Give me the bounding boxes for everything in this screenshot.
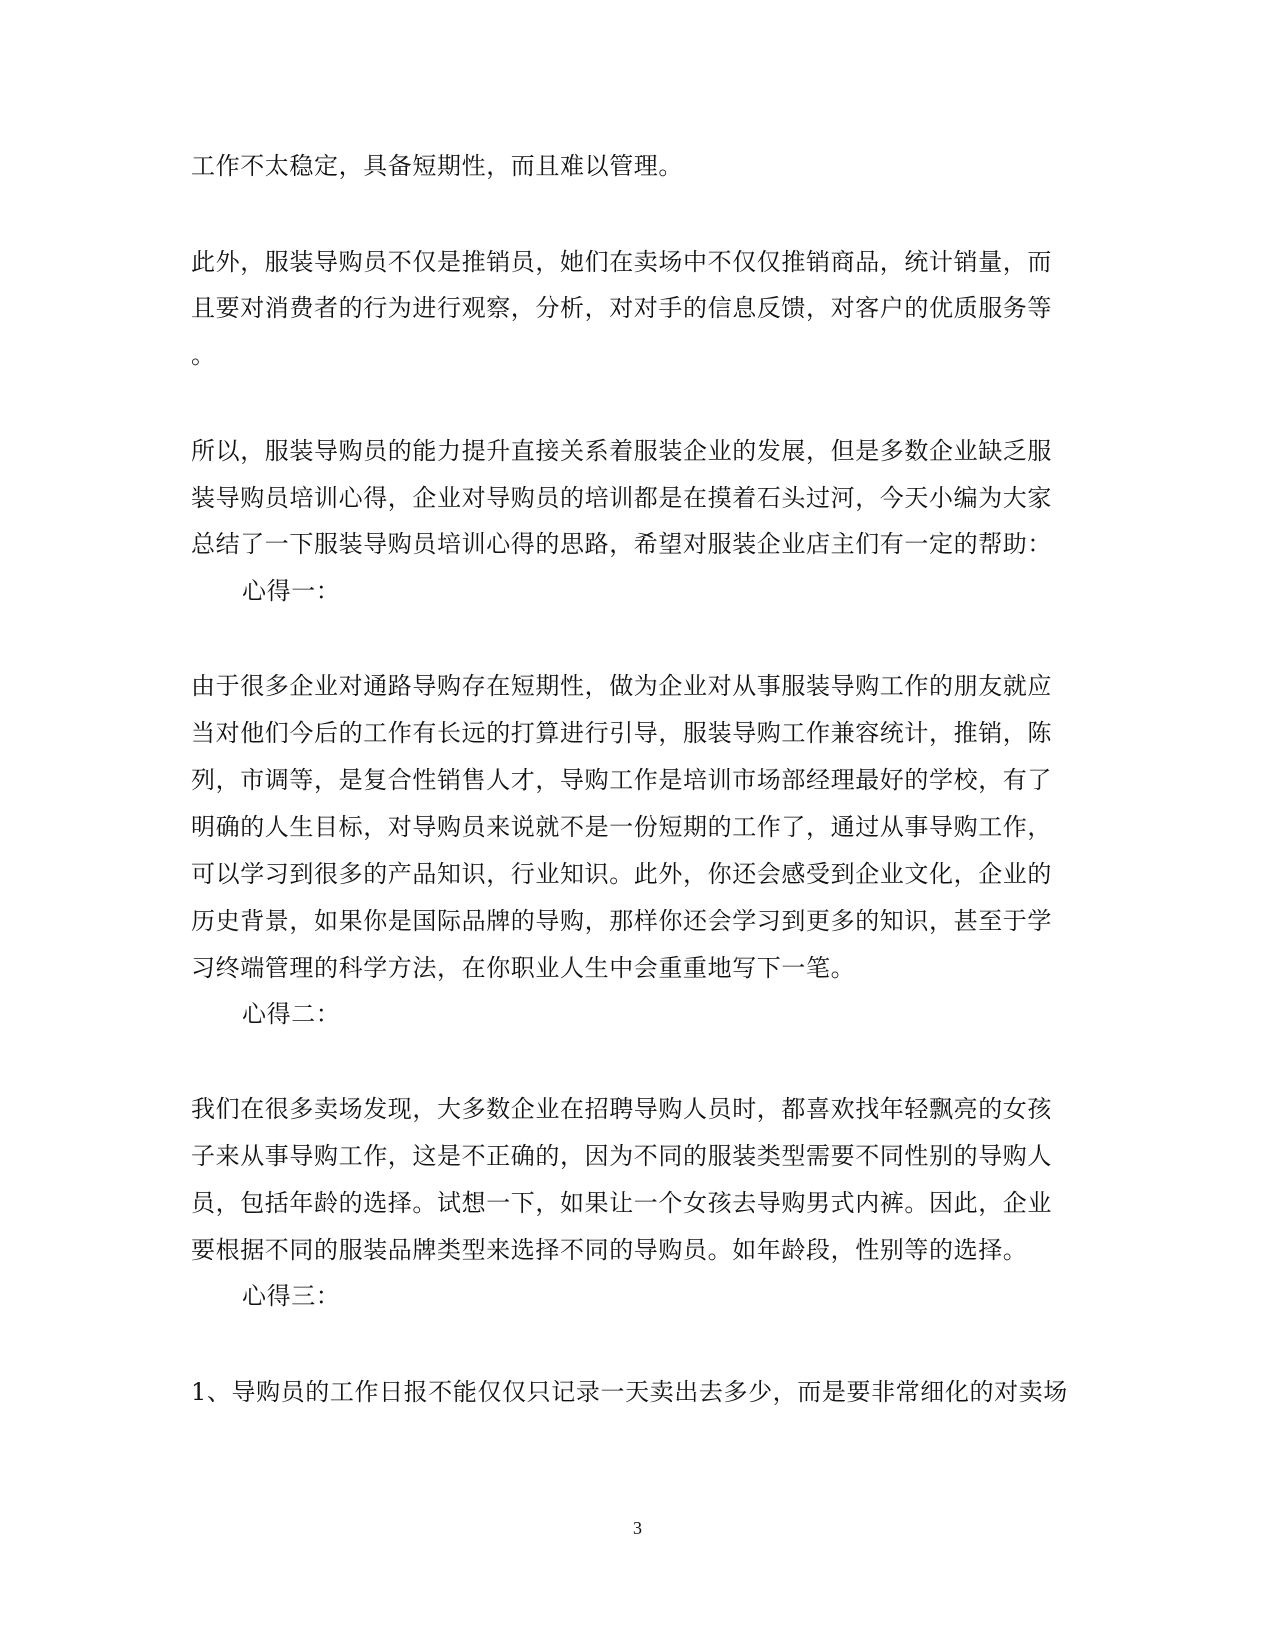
text-line: 列，市调等，是复合性销售人才，导购工作是培训市场部经理最好的学校，有了 (191, 766, 1052, 794)
text-line: 历史背景，如果你是国际品牌的导购，那样你还会学习到更多的知识，甚至于学 (191, 907, 1052, 935)
text-line: 我们在很多卖场发现，大多数企业在招聘导购人员时，都喜欢找年轻飘亮的女孩 (191, 1095, 1052, 1123)
section-heading: 心得二： (242, 1000, 341, 1028)
page-number: 3 (633, 1518, 642, 1538)
section-heading: 心得一： (242, 577, 341, 605)
text-line: 可以学习到很多的产品知识，行业知识。此外，你还会感受到企业文化，企业的 (191, 860, 1052, 888)
text-line: 由于很多企业对通路导购存在短期性，做为企业对从事服装导购工作的朋友就应 (191, 672, 1052, 700)
text-line: 要根据不同的服装品牌类型来选择不同的导购员。如年龄段，性别等的选择。 (191, 1236, 1028, 1264)
text-line: 且要对消费者的行为进行观察，分析，对对手的信息反馈，对客户的优质服务等 (191, 294, 1052, 322)
text-line: 总结了一下服装导购员培训心得的思路，希望对服装企业店主们有一定的帮助： (191, 530, 1052, 558)
text-line: 所以，服装导购员的能力提升直接关系着服装企业的发展，但是多数企业缺乏服 (191, 437, 1052, 465)
text-line: 1、导购员的工作日报不能仅仅只记录一天卖出去多少，而是要非常细化的对卖场 (191, 1378, 1068, 1406)
text-line: 此外，服装导购员不仅是推销员，她们在卖场中不仅仅推销商品，统计销量，而 (191, 248, 1052, 276)
text-line: 。 (191, 341, 216, 369)
text-line: 当对他们今后的工作有长远的打算进行引导，服装导购工作兼容统计，推销，陈 (191, 719, 1052, 747)
section-heading: 心得三： (242, 1282, 341, 1310)
text-line: 明确的人生目标，对导购员来说就不是一份短期的工作了，通过从事导购工作， (191, 813, 1052, 841)
text-line: 员，包括年龄的选择。试想一下，如果让一个女孩去导购男式内裤。因此，企业 (191, 1189, 1052, 1217)
text-line: 装导购员培训心得，企业对导购员的培训都是在摸着石头过河，今天小编为大家 (191, 484, 1052, 512)
text-line: 工作不太稳定，具备短期性，而且难以管理。 (191, 152, 683, 180)
text-line: 习终端管理的科学方法，在你职业人生中会重重地写下一笔。 (191, 954, 856, 982)
text-line: 子来从事导购工作，这是不正确的，因为不同的服装类型需要不同性别的导购人 (191, 1142, 1052, 1170)
